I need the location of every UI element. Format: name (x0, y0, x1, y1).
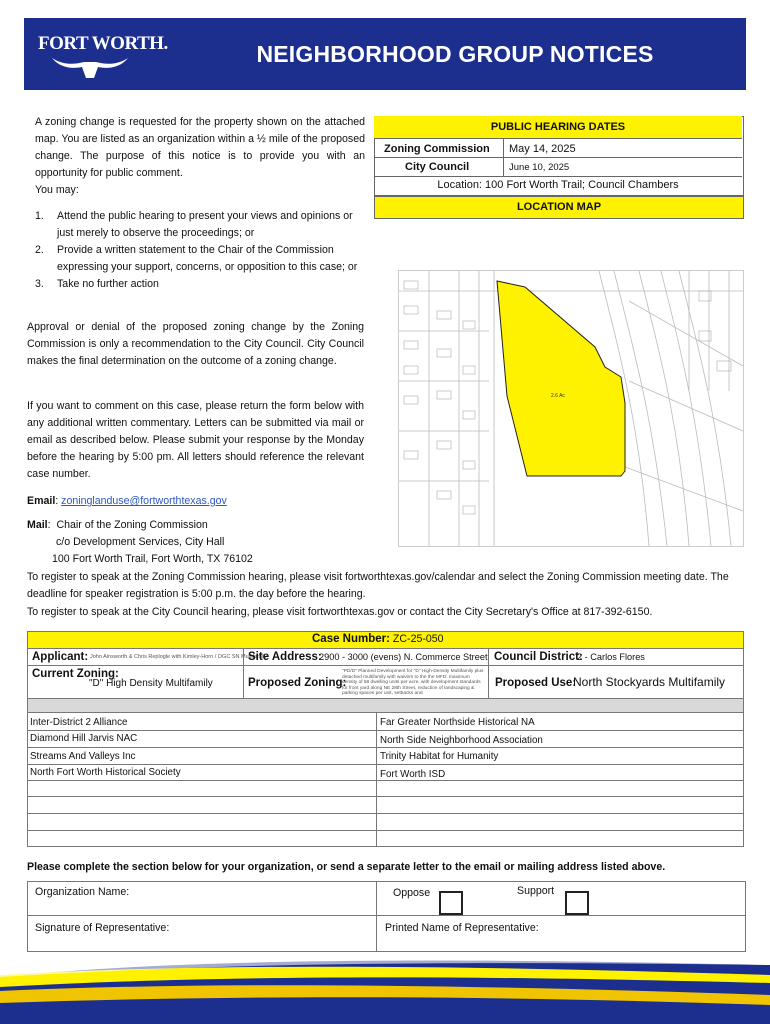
email-link[interactable]: zoninglanduse@fortworthtexas.gov (61, 495, 227, 507)
current-zoning-value: "D" High Density Multifamily (89, 678, 213, 689)
mail-block: Mail: Chair of the Zoning Commission c/o Development Services, City Hall 100 Fort Worth Trail, Fort Worth, TX 76102 (27, 517, 427, 568)
applicant-value: John Ainsworth & Chris Replogle with Kimley-Horn / OGC SN Multifamily (90, 654, 267, 660)
you-may-label: You may: (35, 184, 79, 196)
row-divider (27, 764, 744, 765)
support-checkbox[interactable] (565, 891, 589, 915)
proposed-zoning-value: "PD/D" Planned Development for "D" High-Density Multifamily plus detached multifamily with waivers to the the MFD: maximum density of 58 dwelling units per acre, with development standards for front yard along NE 28th Street, reduction of landscaping & parking spaces per unit, setbacks and (342, 669, 484, 696)
row-divider (27, 780, 744, 781)
org-name: North Fort Worth Historical Society (30, 767, 181, 778)
council-district-value: 2 - Carlos Flores (577, 652, 645, 662)
list-text: Provide a written statement to the Chair of the Commission expressing your support, concerns, or opposition to this case; or (57, 244, 358, 273)
current-zoning-cell (27, 665, 244, 699)
list-item (35, 276, 365, 293)
position-cell (376, 881, 746, 916)
row-divider (27, 813, 744, 814)
organization-name-field[interactable] (27, 881, 377, 916)
proposed-use-label: Proposed Use: (495, 677, 577, 689)
city-council-date: June 10, 2025 (509, 162, 570, 173)
email-label: Email (27, 495, 56, 507)
email-line: Email: zoninglanduse@fortworthtexas.gov (27, 495, 227, 507)
org-name: Diamond Hill Jarvis NAC (30, 733, 138, 744)
org-name: Streams And Valleys Inc (30, 751, 136, 762)
separator-row (27, 698, 744, 713)
case-number-row (27, 631, 744, 649)
org-name: Fort Worth ISD (380, 769, 446, 780)
list-number: 3. (35, 278, 44, 290)
signature-field[interactable] (27, 915, 377, 952)
parcel-label: 2.6 Ac (551, 393, 565, 399)
list-number: 2. (35, 244, 44, 256)
hearing-dates-title: PUBLIC HEARING DATES (374, 116, 742, 139)
oppose-checkbox[interactable] (439, 891, 463, 915)
row-divider (27, 730, 744, 731)
zoning-commission-date: May 14, 2025 (509, 143, 576, 155)
proposed-zoning-cell (243, 665, 489, 699)
org-name: North Side Neighborhood Association (380, 735, 543, 746)
options-list (35, 208, 365, 293)
mail-line: 100 Fort Worth Trail, Fort Worth, TX 76102 (52, 553, 253, 565)
list-item (35, 208, 365, 242)
site-address-cell (243, 648, 489, 666)
comment-paragraph: If you want to comment on this case, please return the form below with any additional written commentary. Letters can be submitted via mail or email as described below. Please submit your response by the Monday before the hearing by 5:00 pm. All letters should reference the relevant case number. (27, 400, 364, 480)
intro-text (35, 114, 365, 199)
org-name: Inter-District 2 Alliance (30, 717, 128, 728)
printed-name-label: Printed Name of Representative: (385, 922, 539, 934)
list-item (35, 242, 365, 276)
council-district-label: Council District: (494, 651, 583, 663)
intro-paragraph: A zoning change is requested for the property shown on the attached map. You are listed as an organization within a ½ mile of the proposed change. The purpose of this notice is to provide you with an opportunity for public comment. (35, 116, 365, 179)
table-divider (374, 157, 742, 158)
list-text: Take no further action (57, 278, 159, 290)
approval-paragraph: Approval or denial of the proposed zoning change by the Zoning Commission is only a recommendation to the City Council. City Council makes the final determination on the outcome of a zoning change. (27, 321, 364, 367)
row-divider (27, 747, 744, 748)
site-address-value: 2900 - 3000 (evens) N. Commerce Street (319, 652, 488, 662)
printed-name-field[interactable] (376, 915, 746, 952)
list-number: 1. (35, 210, 44, 222)
row-divider (27, 830, 744, 831)
mail-line: c/o Development Services, City Hall (56, 536, 225, 548)
case-number-label: Case Number: (312, 633, 390, 645)
fort-worth-logo-text: FORT WORTH. (38, 33, 168, 54)
longhorn-logo-icon (50, 52, 130, 82)
applicant-label: Applicant: (32, 651, 89, 663)
org-name: Trinity Habitat for Humanity (380, 751, 499, 762)
register-council-text: To register to speak at the City Council hearing, please visit fortworthtexas.gov or contact the City Secretary's Office at 817-392-6150. (27, 606, 653, 618)
zoning-commission-label: Zoning Commission (384, 143, 490, 155)
case-number-value: ZC-25-050 (392, 633, 444, 645)
footer-swoosh (0, 955, 770, 1024)
current-zoning-label: Current Zoning: (32, 668, 119, 680)
org-name: Far Greater Northside Historical NA (380, 717, 535, 728)
mail-label: Mail (27, 519, 48, 531)
oppose-label: Oppose (393, 887, 431, 899)
hearing-location: Location: 100 Fort Worth Trail; Council Chambers (437, 179, 679, 191)
support-label: Support (517, 885, 555, 897)
city-council-label: City Council (405, 161, 470, 173)
council-district-cell (488, 648, 744, 666)
row-divider (27, 796, 744, 797)
organization-name-label: Organization Name: (35, 886, 130, 898)
response-instruction: Please complete the section below for your organization, or send a separate letter to the email or mailing address listed above. (27, 861, 666, 873)
location-map (398, 270, 744, 547)
signature-label: Signature of Representative: (35, 922, 170, 934)
mail-line: Chair of the Zoning Commission (56, 519, 208, 531)
site-address-label: Site Address: (248, 651, 322, 663)
list-text: Attend the public hearing to present your views and opinions or just merely to observe the proceedings; or (57, 210, 353, 239)
page-title: NEIGHBORHOOD GROUP NOTICES (256, 41, 654, 67)
proposed-use-cell (488, 665, 744, 699)
register-zoning-text: To register to speak at the Zoning Commission hearing, please visit fortworthtexas.gov/calendar and select the Zoning Commission meeting date. The deadline for speaker registration is 5:00 p.m. the day before the hearing. (27, 571, 729, 600)
location-map-title: LOCATION MAP (374, 196, 744, 219)
table-divider (374, 176, 742, 177)
proposed-zoning-label: Proposed Zoning: (248, 677, 347, 689)
applicant-cell (27, 648, 267, 666)
proposed-use-value: North Stockyards Multifamily (573, 675, 726, 689)
